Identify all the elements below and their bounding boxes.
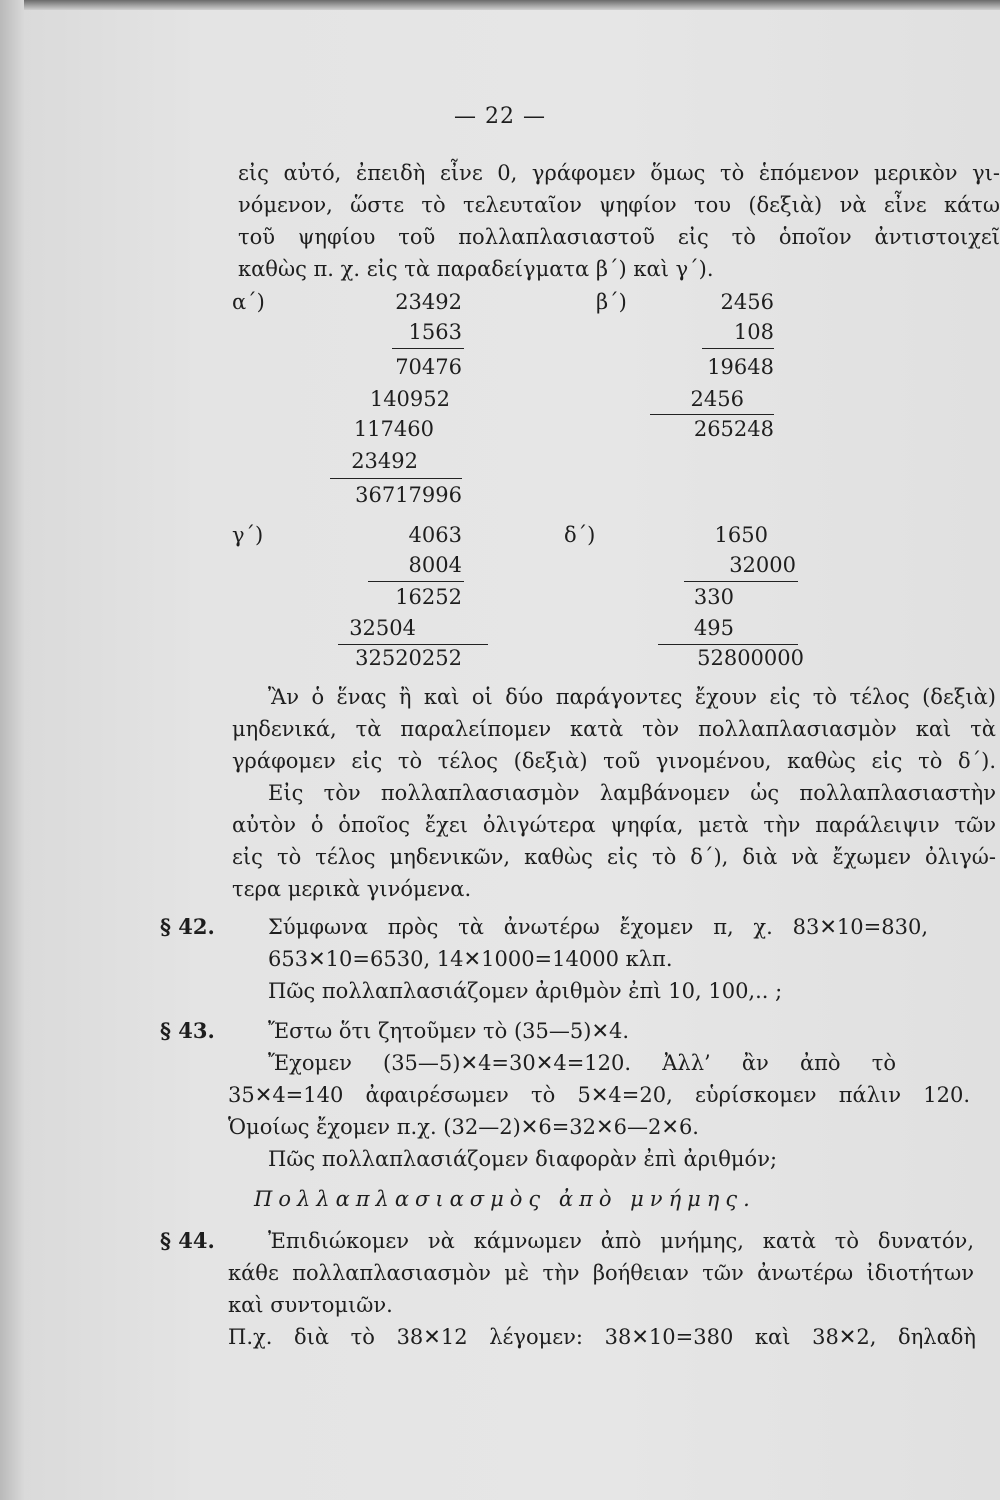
body-line-2: μηδενικά, τὰ παραλείπομεν κατὰ τὸν πολλαπλασιασμὸν καὶ τὰ — [232, 717, 996, 741]
section-heading: Πολλαπλασιασμὸς ἀπὸ μνήμης. — [254, 1187, 756, 1211]
body-line-1: Ἂν ὁ ἕνας ἢ καὶ οἱ δύο παράγοντες ἔχουν εἰς τὸ τέλος (δεξιὰ) — [268, 685, 996, 709]
section-43-line-5: Πῶς πολλαπλασιάζομεν διαφορὰν ἐπὶ ἀριθμόν; — [268, 1147, 778, 1171]
section-44-line-1: Ἐπιδιώκομεν νὰ κάμνωμεν ἀπὸ μνήμης, κατὰ τὸ δυνατόν, — [268, 1229, 974, 1253]
example-b-product: 265248 — [693, 417, 774, 441]
intro-line-4: καθὼς π. χ. εἰς τὰ παραδείγματα β΄) καὶ γ΄). — [238, 257, 714, 281]
example-b-multiplier: 108 — [733, 320, 774, 344]
section-43-label: § 43. — [160, 1018, 215, 1043]
binding-gutter — [0, 0, 24, 1500]
section-43-line-4: Ὁμοίως ἔχομεν π.χ. (32—2)✕6=32✕6—2✕6. — [228, 1115, 699, 1139]
intro-line-3: τοῦ ψηφίου τοῦ πολλαπλασιαστοῦ εἰς τὸ ὁποῖον ἀντιστοιχεῖ — [238, 225, 1000, 249]
example-a-partial-2: 140952 — [369, 387, 450, 411]
example-c-product: 32520252 — [355, 646, 462, 670]
example-d-partial-1: 330 — [693, 585, 734, 609]
example-d-product: 52800000 — [697, 646, 804, 670]
section-44-line-2: κάθε πολλαπλασιασμὸν μὲ τὴν βοήθειαν τῶν ἀνωτέρω ἰδιοτήτων — [228, 1261, 974, 1285]
example-b-partial-1: 19648 — [707, 355, 774, 379]
example-b-rule-1 — [702, 348, 774, 349]
section-43-line-1: Ἔστω ὅτι ζητοῦμεν τὸ (35—5)✕4. — [268, 1019, 630, 1043]
example-c-multiplicand: 4063 — [408, 523, 462, 547]
section-42-line-2: 653✕10=6530, 14✕1000=14000 κλπ. — [268, 947, 673, 971]
example-b-label: β΄) — [596, 290, 627, 314]
example-b-multiplicand: 2456 — [720, 290, 774, 314]
section-42-line-3: Πῶς πολλαπλασιάζομεν ἀριθμὸν ἐπὶ 10, 100,.. ; — [268, 979, 783, 1003]
section-44-line-4: Π.χ. διὰ τὸ 38✕12 λέγομεν: 38✕10=380 καὶ 38✕2, δηλαδὴ — [228, 1325, 976, 1349]
section-42-line-1: Σύμφωνα πρὸς τὰ ἀνωτέρω ἔχομεν π, χ. 83✕10=830, — [268, 915, 928, 939]
section-43-line-2: Ἔχομεν (35—5)✕4=30✕4=120. Ἀλλ’ ἂν ἀπὸ τὸ — [268, 1051, 896, 1075]
section-43-line-3: 35✕4=140 ἀφαιρέσωμεν τὸ 5✕4=20, εὑρίσκομεν πάλιν 120. — [228, 1083, 970, 1107]
scan-edge — [0, 0, 1000, 10]
example-a-rule-1 — [392, 348, 464, 349]
example-a-product: 36717996 — [355, 483, 462, 507]
example-a-partial-4: 23492 — [351, 449, 418, 473]
section-42-label: § 42. — [160, 914, 215, 939]
example-a-multiplier: 1563 — [408, 320, 462, 344]
example-d-partial-2: 495 — [693, 616, 734, 640]
example-a-partial-3: 117460 — [353, 417, 434, 441]
body-line-4: Εἰς τὸν πολλαπλασιασμὸν λαμβάνομεν ὡς πολλαπλασιαστὴν — [268, 781, 996, 805]
body-line-5: αὐτὸν ὁ ὁποῖος ἔχει ὀλιγώτερα ψηφία, μετὰ τὴν παράλειψιν τῶν — [232, 813, 996, 837]
body-line-3: γράφομεν εἰς τὸ τέλος (δεξιὰ) τοῦ γινομένου, καθὼς εἰς τὸ δ΄). — [232, 749, 996, 773]
example-c-multiplier: 8004 — [408, 553, 462, 577]
body-line-7: τερα μερικὰ γινόμενα. — [232, 877, 472, 901]
example-d-multiplicand: 1650 — [714, 523, 768, 547]
example-a-multiplicand: 23492 — [395, 290, 462, 314]
example-d-label: δ΄) — [564, 523, 596, 547]
example-a-label: α΄) — [232, 290, 265, 314]
example-a-rule-2 — [330, 478, 462, 479]
example-b-partial-2: 2456 — [690, 387, 744, 411]
section-44-label: § 44. — [160, 1228, 215, 1253]
intro-line-1: εἰς αὐτό, ἐπειδὴ εἶνε 0, γράφομεν ὅμως τὸ ἑπόμενον μερικὸν γι- — [238, 161, 1000, 185]
example-a-partial-1: 70476 — [395, 355, 462, 379]
example-d-multiplier: 32000 — [729, 553, 796, 577]
body-line-6: εἰς τὸ τέλος μηδενικῶν, καθὼς εἰς τὸ δ΄), διὰ νὰ ἔχωμεν ὀλιγώ- — [232, 845, 996, 869]
example-c-partial-1: 16252 — [395, 585, 462, 609]
example-c-partial-2: 32504 — [349, 616, 416, 640]
section-44-line-3: καὶ συντομιῶν. — [228, 1293, 393, 1317]
example-c-label: γ΄) — [232, 523, 264, 547]
page-number: — 22 — — [454, 104, 546, 129]
intro-line-2: νόμενον, ὥστε τὸ τελευταῖον ψηφίον του (δεξιὰ) νὰ εἶνε κάτω — [238, 193, 1000, 217]
